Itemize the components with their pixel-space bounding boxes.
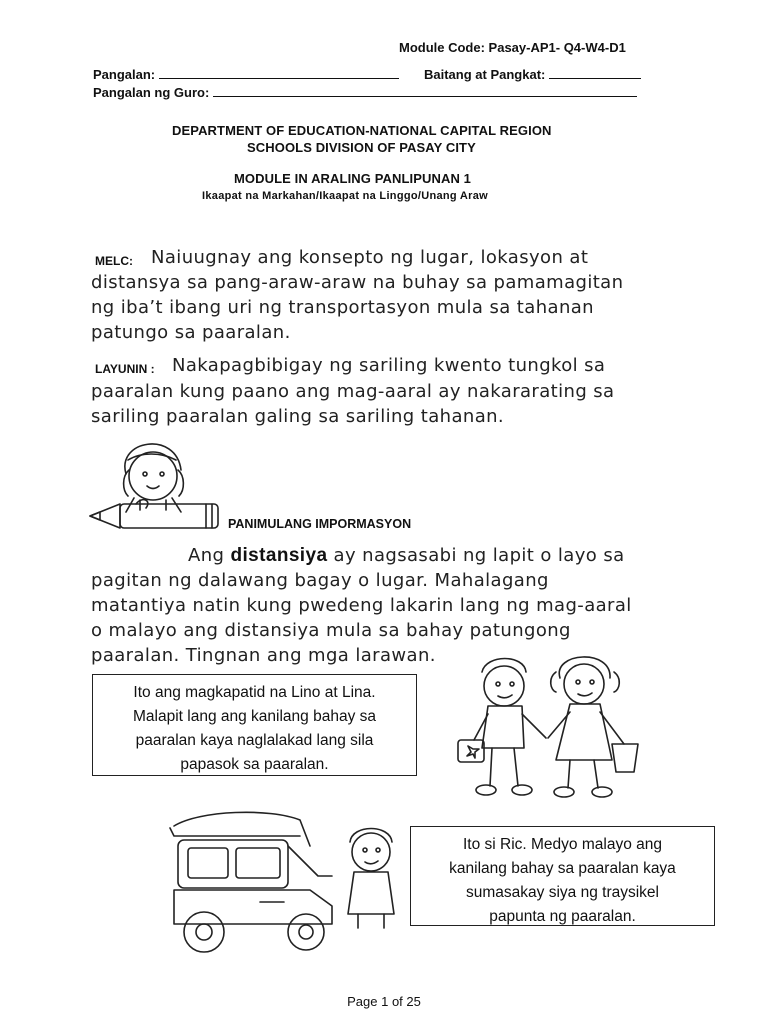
module-title: MODULE IN ARALING PANLIPUNAN 1 xyxy=(234,171,471,186)
intro-line-1 xyxy=(188,543,625,568)
header-line-1: DEPARTMENT OF EDUCATION-NATIONAL CAPITAL REGION xyxy=(172,123,552,138)
girl-with-pencil-icon xyxy=(86,430,236,532)
grade-label: Baitang at Pangkat: xyxy=(424,67,546,82)
box2-line-4: papunta ng paaralan. xyxy=(489,908,636,925)
intro-line-5: paaralan. Tingnan ang mga larawan. xyxy=(91,645,436,666)
module-code: Module Code: Pasay-AP1- Q4-W4-D1 xyxy=(399,40,626,55)
intro-pre: Ang xyxy=(188,545,225,566)
header-line-2: SCHOOLS DIVISION OF PASAY CITY xyxy=(247,140,476,155)
box1-line-4: papasok sa paaralan. xyxy=(180,756,329,773)
intro-keyword: distansiya xyxy=(230,545,328,566)
box1-line-1: Ito ang magkapatid na Lino at Lina. xyxy=(133,684,376,701)
name-field[interactable] xyxy=(159,66,399,79)
page-number: Page 1 of 25 xyxy=(347,994,421,1009)
boy-icon xyxy=(340,822,402,932)
name-label: Pangalan: xyxy=(93,67,156,82)
teacher-label: Pangalan ng Guro: xyxy=(93,85,210,100)
caption-box-siblings xyxy=(92,674,417,776)
two-children-walking-icon xyxy=(452,648,642,804)
box1-line-2: Malapit lang ang kanilang bahay sa xyxy=(132,708,376,725)
form-row-1 xyxy=(93,66,641,82)
caption-box-ric xyxy=(410,826,715,926)
melc-line-2: distansya sa pang-araw-araw na buhay sa pamamagitan xyxy=(91,272,624,293)
grade-field[interactable] xyxy=(549,66,641,79)
box2-line-1: Ito si Ric. Medyo malayo ang xyxy=(462,836,662,853)
layunin-line-1: Nakapagbibigay ng sariling kwento tungkol sa xyxy=(172,355,606,376)
box1-line-3: paaralan kaya naglalakad lang sila xyxy=(135,732,374,749)
melc-label: MELC: xyxy=(95,254,133,268)
melc-line-1: Naiuugnay ang konsepto ng lugar, lokasyon at xyxy=(151,247,589,268)
module-subtitle: Ikaapat na Markahan/Ikaapat na Linggo/Unang Araw xyxy=(202,190,488,202)
teacher-field[interactable] xyxy=(213,84,637,97)
section-title: PANIMULANG IMPORMASYON xyxy=(228,517,412,531)
melc-line-4: patungo sa paaralan. xyxy=(91,322,291,343)
box2-line-2: kanilang bahay sa paaralan kaya xyxy=(449,860,676,877)
layunin-label: LAYUNIN : xyxy=(95,362,155,376)
box2-line-3: sumasakay siya ng traysikel xyxy=(466,884,659,901)
intro-line-2: pagitan ng dalawang bagay o lugar. Mahalagang xyxy=(91,570,549,591)
intro-line-3: matantiya natin kung pwedeng lakarin lang ng mag-aaral xyxy=(91,595,632,616)
melc-line-3: ng iba’t ibang uri ng transportasyon mula sa tahanan xyxy=(91,297,594,318)
intro-line-4: o malayo ang distansiya mula sa bahay patungong xyxy=(91,620,571,641)
layunin-line-3: sariling paaralan galing sa sariling tahanan. xyxy=(91,406,505,427)
layunin-line-2: paaralan kung paano ang mag-aaral ay nakararating sa xyxy=(91,381,615,402)
intro-post: ay nagsasabi ng lapit o layo sa xyxy=(333,545,625,566)
tricycle-icon xyxy=(160,806,350,956)
form-row-2 xyxy=(93,84,637,100)
